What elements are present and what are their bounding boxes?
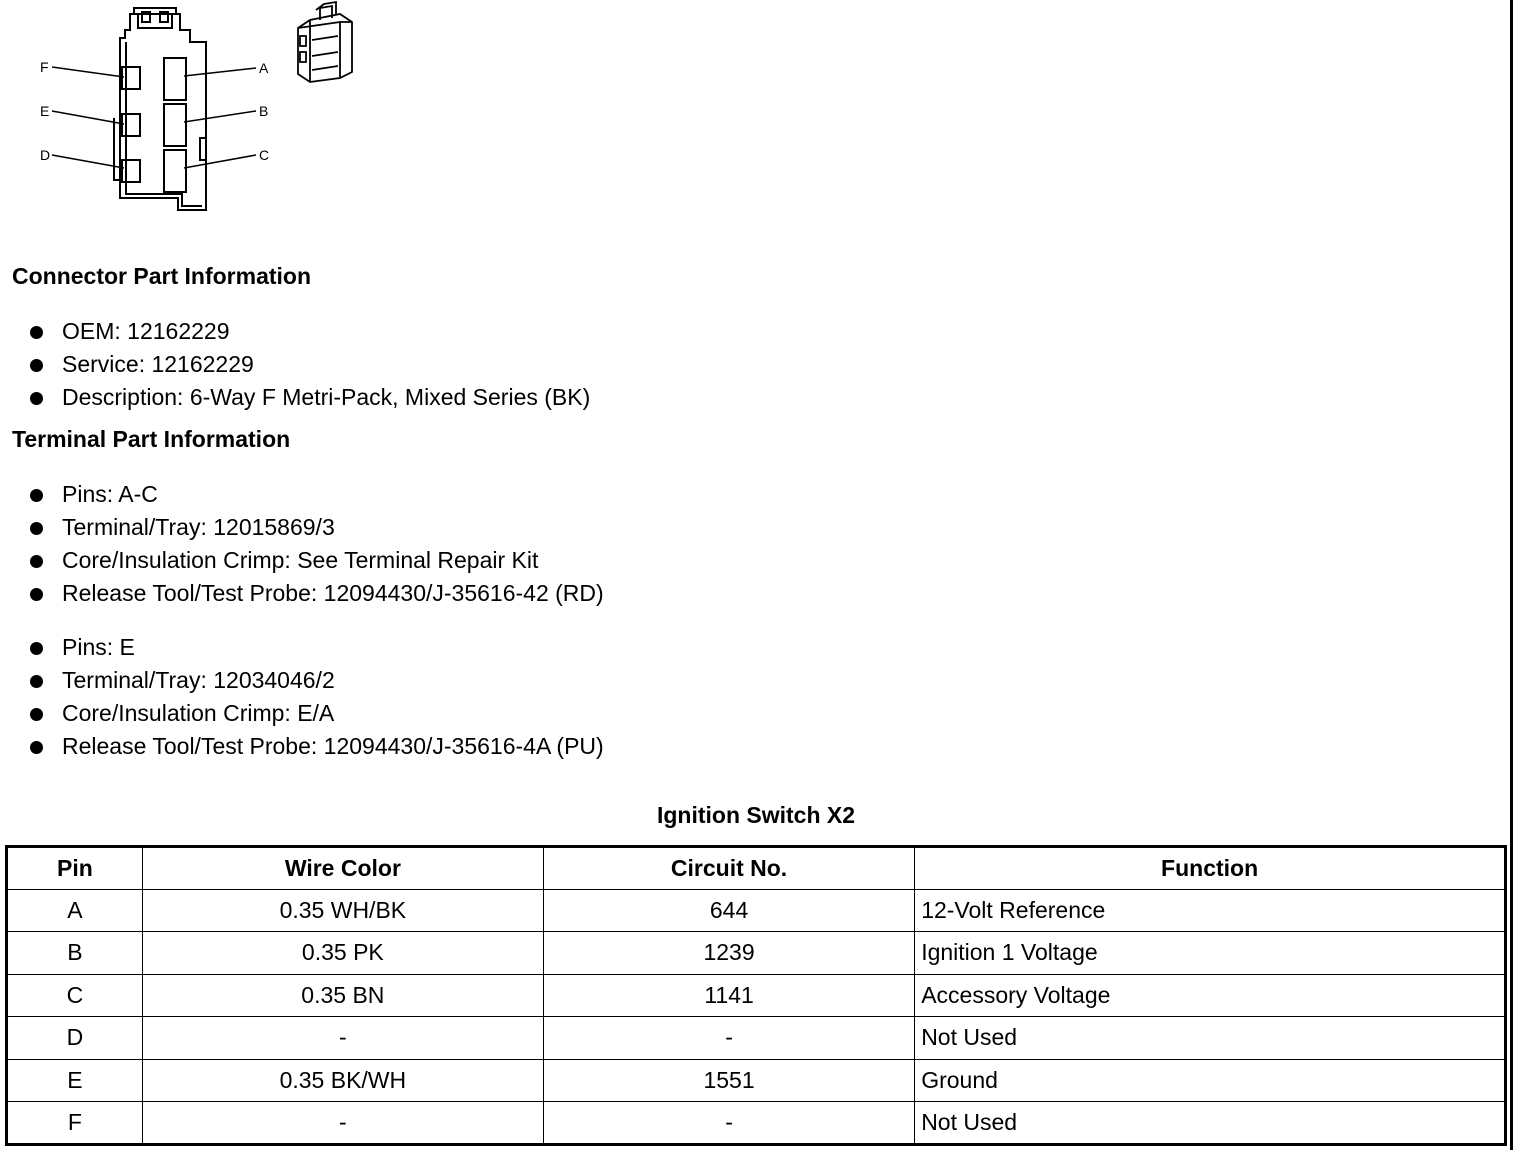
- connector-part-info-list: [30, 315, 590, 414]
- list-item: Core/Insulation Crimp: See Terminal Repair Kit: [30, 544, 604, 577]
- table-row: [7, 1059, 1506, 1102]
- cell-circuit-no: -: [543, 1102, 914, 1145]
- pin-label-c: C: [259, 147, 270, 163]
- cell-circuit-no: 1551: [543, 1059, 914, 1102]
- cell-wire-color: -: [142, 1102, 543, 1145]
- list-item: Release Tool/Test Probe: 12094430/J-35616-42 (RD): [30, 577, 604, 610]
- cell-pin: B: [7, 932, 143, 975]
- cell-circuit-no: 1141: [543, 974, 914, 1017]
- list-item: Core/Insulation Crimp: E/A: [30, 697, 604, 730]
- cell-pin: F: [7, 1102, 143, 1145]
- pin-label-e: E: [40, 103, 50, 119]
- cell-wire-color: 0.35 BK/WH: [142, 1059, 543, 1102]
- connector-thumbnail-icon: [290, 0, 360, 90]
- list-item: Terminal/Tray: 12034046/2: [30, 664, 604, 697]
- cell-wire-color: 0.35 WH/BK: [142, 889, 543, 932]
- column-header-function: Function: [915, 847, 1506, 890]
- column-header-pin: Pin: [7, 847, 143, 890]
- cell-pin: E: [7, 1059, 143, 1102]
- pinout-table: [5, 845, 1507, 1146]
- cell-circuit-no: 1239: [543, 932, 914, 975]
- list-item: OEM: 12162229: [30, 315, 590, 348]
- pin-label-b: B: [259, 103, 269, 119]
- list-item: Release Tool/Test Probe: 12094430/J-35616-4A (PU): [30, 730, 604, 763]
- cell-function: Accessory Voltage: [915, 974, 1506, 1017]
- cell-pin: D: [7, 1017, 143, 1060]
- cell-wire-color: 0.35 PK: [142, 932, 543, 975]
- page-border-right: [1510, 0, 1513, 1150]
- terminal-part-info-list-2: [30, 631, 604, 763]
- table-header-row: [7, 847, 1506, 890]
- table-row: [7, 1102, 1506, 1145]
- cell-function: Not Used: [915, 1017, 1506, 1060]
- cell-function: Ignition 1 Voltage: [915, 932, 1506, 975]
- column-header-circuit-no: Circuit No.: [543, 847, 914, 890]
- cell-circuit-no: -: [543, 1017, 914, 1060]
- cell-circuit-no: 644: [543, 889, 914, 932]
- terminal-part-info-list-1: [30, 478, 604, 610]
- cell-pin: A: [7, 889, 143, 932]
- pin-label-f: F: [40, 59, 49, 75]
- list-item: Terminal/Tray: 12015869/3: [30, 511, 604, 544]
- cell-wire-color: 0.35 BN: [142, 974, 543, 1017]
- pin-label-a: A: [259, 60, 269, 76]
- connector-part-info-heading: Connector Part Information: [12, 263, 312, 289]
- table-row: [7, 932, 1506, 975]
- pin-label-d: D: [40, 147, 51, 163]
- table-row: [7, 889, 1506, 932]
- list-item: Pins: A-C: [30, 478, 604, 511]
- list-item: Description: 6-Way F Metri-Pack, Mixed Series (BK): [30, 381, 590, 414]
- connector-face-diagram: [30, 0, 290, 220]
- cell-pin: C: [7, 974, 143, 1017]
- terminal-part-info-heading: Terminal Part Information: [12, 426, 291, 452]
- table-row: [7, 974, 1506, 1017]
- cell-function: 12-Volt Reference: [915, 889, 1506, 932]
- cell-function: Ground: [915, 1059, 1506, 1102]
- list-item: Service: 12162229: [30, 348, 590, 381]
- cell-function: Not Used: [915, 1102, 1506, 1145]
- cell-wire-color: -: [142, 1017, 543, 1060]
- table-title: Ignition Switch X2: [656, 802, 856, 828]
- table-row: [7, 1017, 1506, 1060]
- column-header-wire-color: Wire Color: [142, 847, 543, 890]
- list-item: Pins: E: [30, 631, 604, 664]
